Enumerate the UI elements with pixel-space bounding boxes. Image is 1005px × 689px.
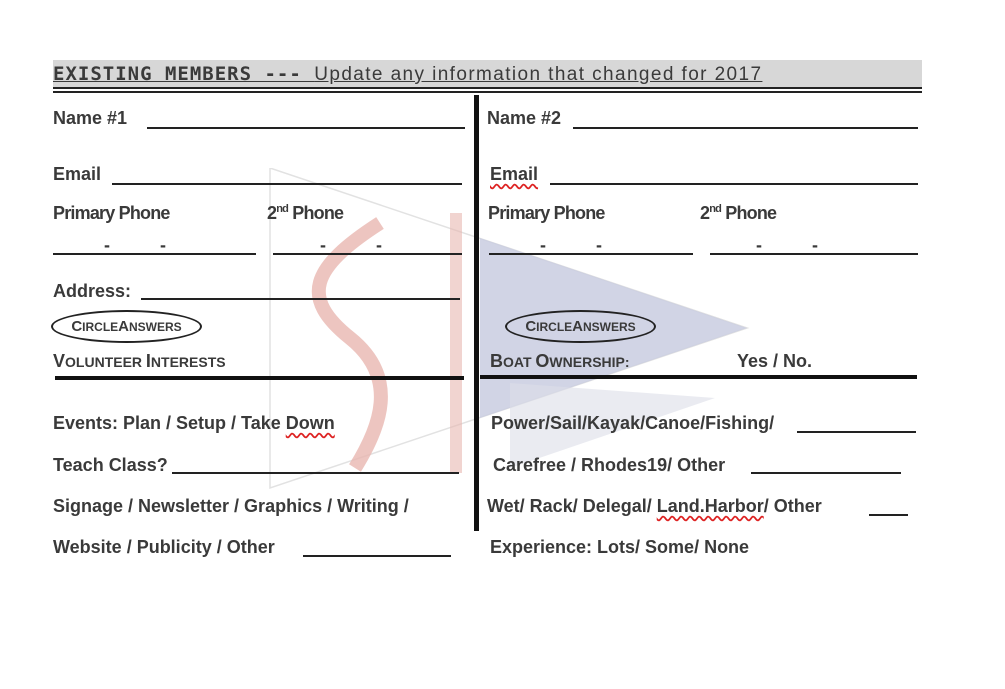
name1-label: Name #1 [53,108,128,128]
form-title: EXISTING MEMBERS --- Update any information that changed for 2017 [53,63,763,85]
website-option[interactable]: Website / Publicity / Other [53,537,275,557]
volunteer-interests-heading: VOLUNTEER INTERESTS [53,351,226,371]
phone-dash: - [540,235,546,255]
boat-model-option[interactable]: Carefree / Rhodes19/ Other [493,455,726,475]
primary-phone2-field[interactable] [489,253,693,255]
title-rule-1 [53,87,922,89]
teach-class-label: Teach Class? [53,455,168,475]
name2-label: Name #2 [487,108,562,128]
boat-ownership-rule [480,375,917,379]
storage-other-field[interactable] [869,514,908,516]
second-phone1-label: 2nd Phone [267,203,344,223]
email2-field[interactable] [550,183,918,185]
circle-answers-left: C IRCLE A NSWERS [51,310,202,343]
boat-ownership-heading: BOAT OWNERSHIP: [490,351,630,371]
boat-type-option[interactable]: Power/Sail/Kayak/Canoe/Fishing/ [491,413,775,433]
phone-dash: - [104,235,110,255]
events-option[interactable]: Events: Plan / Setup / Take Down [53,413,335,433]
phone-dash: - [376,235,382,255]
boat-ownership-answer[interactable]: Yes / No. [737,351,813,371]
email1-label: Email [53,164,102,184]
address-label: Address: [53,281,132,301]
second-phone2-label: 2nd Phone [700,203,777,223]
circle-answers-right: C IRCLE A NSWERS [505,310,656,343]
primary-phone1-field[interactable] [53,253,256,255]
primary-phone1-label: Primary Phone [53,203,170,223]
email1-field[interactable] [112,183,462,185]
other-interest-field[interactable] [303,555,451,557]
signage-option[interactable]: Signage / Newsletter / Graphics / Writing / [53,496,409,516]
column-divider [474,95,479,531]
title-rule-2 [53,91,922,93]
phone-dash: - [812,235,818,255]
boat-type-other-field[interactable] [797,431,916,433]
phone-dash: - [596,235,602,255]
second-phone1-field[interactable] [273,253,462,255]
volunteer-rule [55,376,464,380]
experience-option[interactable]: Experience: Lots/ Some/ None [490,537,750,557]
name1-field[interactable] [147,127,465,129]
teach-class-field[interactable] [172,472,459,474]
name2-field[interactable] [573,127,918,129]
address-field[interactable] [141,298,460,300]
phone-dash: - [320,235,326,255]
storage-option[interactable]: Wet/ Rack/ Delegal/ Land.Harbor/ Other [487,496,822,516]
primary-phone2-label: Primary Phone [488,203,605,223]
email2-label: Email [490,164,539,184]
boat-model-other-field[interactable] [751,472,901,474]
phone-dash: - [160,235,166,255]
phone-dash: - [756,235,762,255]
